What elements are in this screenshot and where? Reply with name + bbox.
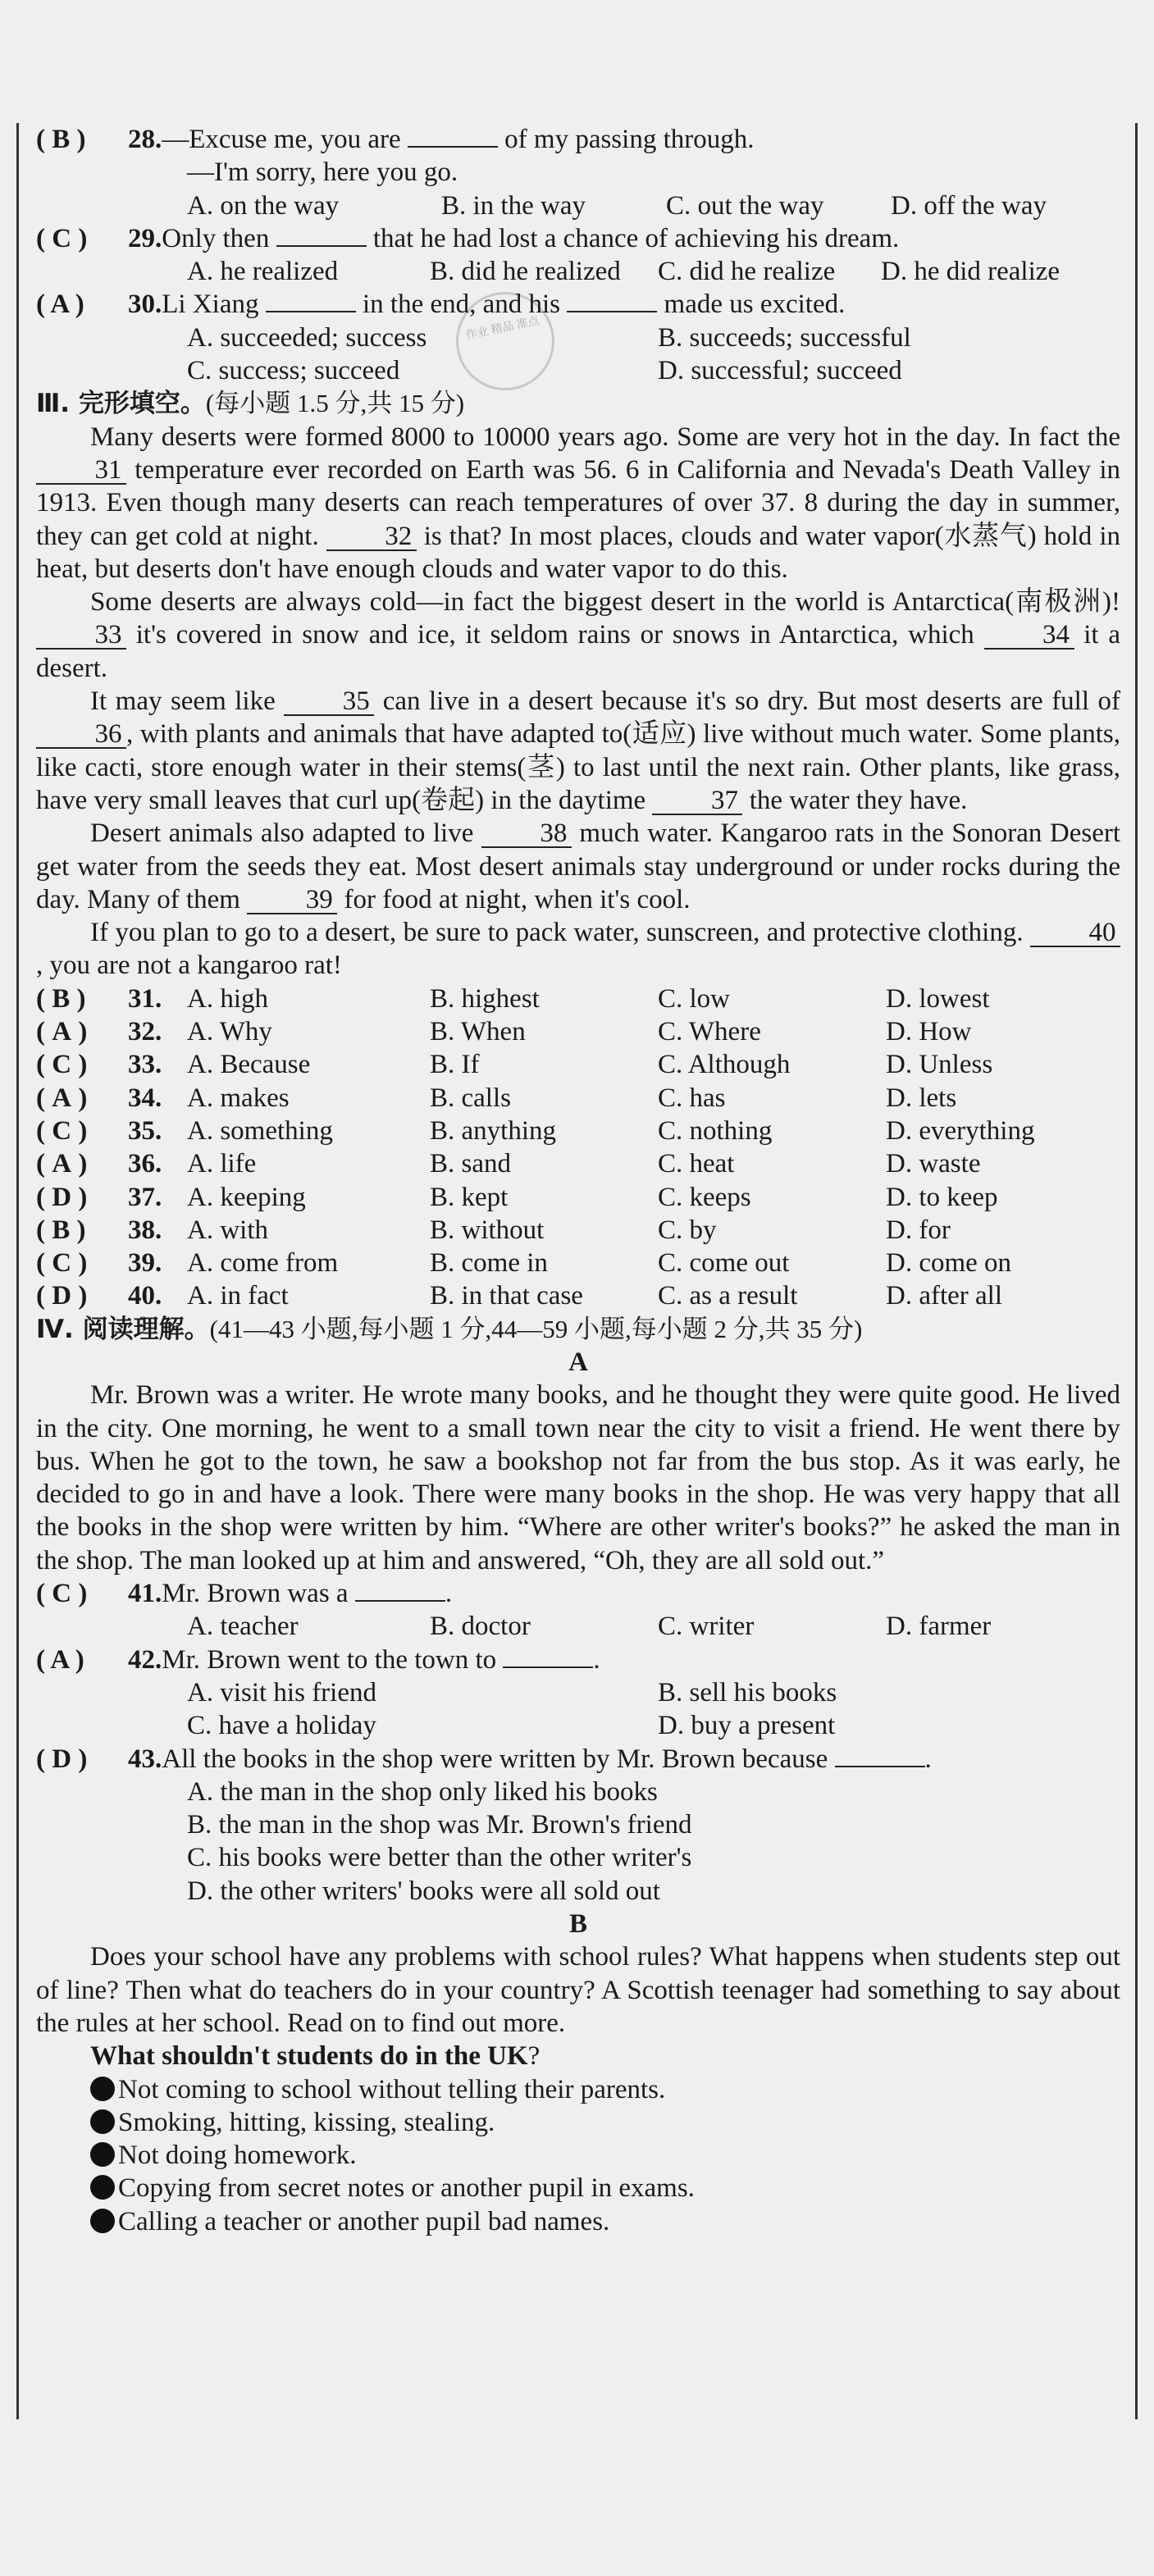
option-32-a: A. Why xyxy=(187,1017,272,1047)
answer-29: ( C ) xyxy=(36,223,88,253)
question-number: 39. xyxy=(128,1248,162,1279)
option-34-a: A. makes xyxy=(187,1083,290,1113)
option-38-c: C. by xyxy=(658,1215,717,1245)
passage-a: Mr. Brown was a writer. He wrote many books, and he thought they were quite good. He lived in the city. One morning, he went to a small town near the city to visit a friend. He went there by bus. When he got to the town, he saw a bookshop not far from the bus stop. As it was early, he decided to go in and have a look. There were many books in the shop. He was very happy that all the books in the shop were written by him. “Where are other writer's books?” he asked the man in the shop. The man looked up at him and answered, “Oh, they are all sold out.” xyxy=(36,1380,1120,1575)
option-43d: D. the other writers' books were all sold out xyxy=(187,1876,660,1906)
cloze-question-31 xyxy=(36,983,1120,1015)
option-39-d: D. come on xyxy=(886,1248,1012,1279)
option-34-d: D. lets xyxy=(886,1083,957,1113)
section-3-heading: Ⅲ. 完形填空。(每小题 1.5 分,共 15 分) xyxy=(36,389,465,419)
rules-list-item xyxy=(36,2172,1120,2204)
watermark-stamp: 作业 精品 准点 xyxy=(447,283,563,399)
blank-33[interactable]: 33 xyxy=(36,622,126,650)
cloze-question-39 xyxy=(36,1247,1120,1279)
question-number: 31. xyxy=(128,983,162,1014)
passage-b-label: B xyxy=(568,1909,587,1940)
rules-list-item xyxy=(36,2073,1120,2106)
cloze-paragraph-1: Many deserts were formed 8000 to 10000 years ago. Some are very hot in the day. In fact the 31 temperature ever recorded on Earth was 56. 6 in California and Nevada's Death Valley in 1913. Even though many deserts can reach temperatures of over 37. 8 during the day in summer, they can get cold at night. 32 is that? In most places, clouds and water vapor(水蒸气) hold in heat, but deserts don't have enough clouds and water vapor to do this. xyxy=(36,422,1120,584)
answer-28: ( B ) xyxy=(36,125,86,154)
right-margin-rule xyxy=(1135,123,1138,2419)
answer-35: ( C ) xyxy=(36,1115,88,1146)
cloze-paragraph-5: If you plan to go to a desert, be sure to pack water, sunscreen, and protective clothing. 40, you are not a kangaroo rat! xyxy=(36,916,1120,983)
options-28: A. on the way B. in the way C. out the way D. off the way xyxy=(187,190,1047,221)
option-36-c: C. heat xyxy=(658,1149,735,1179)
option-36-a: A. life xyxy=(187,1149,257,1179)
option-37-a: A. keeping xyxy=(187,1182,306,1212)
cloze-question-40 xyxy=(36,1279,1120,1312)
option-35-b: B. anything xyxy=(430,1115,556,1146)
option-33-c: C. Although xyxy=(658,1050,791,1080)
worksheet-content xyxy=(36,123,1120,2238)
option-34-b: B. calls xyxy=(430,1083,511,1113)
question-30: ( A ) 30.Li Xiang in the end, and his made us excited. xyxy=(36,288,1120,321)
option-37-c: C. keeps xyxy=(658,1182,751,1212)
option-35-d: D. everything xyxy=(886,1115,1035,1146)
answer-39: ( C ) xyxy=(36,1248,88,1279)
question-28-reply: —I'm sorry, here you go. xyxy=(187,157,458,188)
option-39-a: A. come from xyxy=(187,1248,339,1279)
question-number: 34. xyxy=(128,1083,162,1113)
rules-list-title: What shouldn't students do in the UK? xyxy=(90,2041,541,2072)
answer-31: ( B ) xyxy=(36,983,86,1014)
question-number: 32. xyxy=(128,1017,162,1047)
options-29: A. he realized B. did he realized C. did he realize D. he did realize xyxy=(187,257,1060,287)
option-31-c: C. low xyxy=(658,983,731,1014)
blank-39[interactable]: 39 xyxy=(247,887,337,914)
passage-a-label: A xyxy=(568,1347,588,1377)
bullet-icon xyxy=(90,2077,115,2101)
option-33-d: D. Unless xyxy=(886,1050,993,1080)
option-40-d: D. after all xyxy=(886,1281,1003,1311)
bullet-icon xyxy=(90,2109,115,2134)
blank-28[interactable] xyxy=(408,146,498,148)
option-43c: C. his books were better than the other writer's xyxy=(187,1843,692,1873)
cloze-question-35 xyxy=(36,1115,1120,1147)
answer-33: ( C ) xyxy=(36,1050,88,1080)
option-33-a: A. Because xyxy=(187,1050,311,1080)
rules-list-item xyxy=(36,2139,1120,2172)
cloze-paragraph-3: It may seem like 35 can live in a desert because it's so dry. But most deserts are full of 36 , with plants and animals that have adapted to(适应) live without much water. Some plants, like cacti, store enough water in their stems(茎) to last until the next rain. Other plants, like grass, have very small leaves that curl up(卷起) in the daytime 37 the water they have. xyxy=(36,686,1120,815)
bullet-icon xyxy=(90,2209,115,2233)
answer-37: ( D ) xyxy=(36,1182,88,1212)
cloze-question-38 xyxy=(36,1214,1120,1247)
answer-43: ( D ) xyxy=(36,1744,88,1774)
question-43: ( D ) 43.All the books in the shop were written by Mr. Brown because . xyxy=(36,1743,1120,1776)
blank-43[interactable] xyxy=(835,1766,925,1767)
option-40-c: C. as a result xyxy=(658,1281,798,1311)
blank-41[interactable] xyxy=(355,1600,445,1602)
question-41: ( C ) 41.Mr. Brown was a . xyxy=(36,1577,1120,1610)
question-number: 35. xyxy=(128,1115,162,1146)
blank-38[interactable]: 38 xyxy=(481,820,572,848)
cloze-question-34 xyxy=(36,1082,1120,1115)
blank-35[interactable]: 35 xyxy=(284,688,374,716)
section-4-heading: Ⅳ. 阅读理解。(41—43 小题,每小题 1 分,44—59 小题,每小题 2 分,共 35 分) xyxy=(36,1314,863,1344)
answer-42: ( A ) xyxy=(36,1644,84,1675)
options-30-row2: C. success; succeed D. successful; succeed xyxy=(187,356,902,386)
blank-42[interactable] xyxy=(503,1666,593,1668)
rules-list xyxy=(36,2073,1120,2238)
option-37-b: B. kept xyxy=(430,1182,509,1212)
option-36-d: D. waste xyxy=(886,1149,981,1179)
rules-list-item-text: Smoking, hitting, kissing, stealing. xyxy=(118,2107,495,2137)
blank-40[interactable]: 40 xyxy=(1030,919,1120,947)
passage-b: Does your school have any problems with school rules? What happens when students step out of line? Then what do teachers do in your country? A Scottish teenager had something to say about the rules at her school. Read on to find out more. xyxy=(36,1942,1120,2038)
option-43b: B. the man in the shop was Mr. Brown's friend xyxy=(187,1810,692,1840)
options-42-row2: C. have a holiday D. buy a present xyxy=(187,1711,836,1741)
option-35-c: C. nothing xyxy=(658,1115,773,1146)
option-32-d: D. How xyxy=(886,1017,972,1047)
answer-36: ( A ) xyxy=(36,1149,88,1179)
option-32-c: C. Where xyxy=(658,1017,761,1047)
blank-29[interactable] xyxy=(276,245,367,247)
options-41: A. teacher B. doctor C. writer D. farmer xyxy=(187,1612,992,1642)
rules-list-item-text: Not doing homework. xyxy=(118,2141,357,2171)
blank-32[interactable]: 32 xyxy=(326,523,417,551)
question-42: ( A ) 42.Mr. Brown went to the town to . xyxy=(36,1644,1120,1676)
answer-32: ( A ) xyxy=(36,1017,88,1047)
answer-34: ( A ) xyxy=(36,1083,88,1113)
bullet-icon xyxy=(90,2142,115,2167)
rules-list-item-text: Not coming to school without telling their parents. xyxy=(118,2074,666,2104)
answer-41: ( C ) xyxy=(36,1579,88,1609)
blank-36[interactable]: 36 xyxy=(36,721,126,749)
left-margin-rule xyxy=(16,123,19,2419)
question-number: 38. xyxy=(128,1215,162,1245)
question-28: ( B ) 28.—Excuse me, you are of my passing through. xyxy=(36,123,1120,156)
option-40-a: A. in fact xyxy=(187,1281,289,1311)
option-40-b: B. in that case xyxy=(430,1281,583,1311)
options-42-row1: A. visit his friend B. sell his books xyxy=(187,1677,837,1707)
answer-38: ( B ) xyxy=(36,1215,86,1245)
question-number: 36. xyxy=(128,1149,162,1179)
option-32-b: B. When xyxy=(430,1017,526,1047)
rules-list-item-text: Calling a teacher or another pupil bad names. xyxy=(118,2206,610,2236)
blank-30b[interactable] xyxy=(567,311,657,312)
question-number: 33. xyxy=(128,1050,162,1080)
option-39-c: C. come out xyxy=(658,1248,790,1279)
option-38-d: D. for xyxy=(886,1215,951,1245)
question-29: ( C ) 29.Only then that he had lost a chance of achieving his dream. xyxy=(36,222,1120,255)
blank-37[interactable]: 37 xyxy=(652,787,742,815)
option-43a: A. the man in the shop only liked his books xyxy=(187,1776,658,1807)
rules-list-item-text: Copying from secret notes or another pupil in exams. xyxy=(118,2173,695,2204)
option-36-b: B. sand xyxy=(430,1149,511,1179)
option-33-b: B. If xyxy=(430,1050,480,1080)
option-39-b: B. come in xyxy=(430,1248,548,1279)
cloze-question-list xyxy=(36,983,1120,1313)
question-number: 40. xyxy=(128,1281,162,1311)
answer-30: ( A ) xyxy=(36,290,84,320)
cloze-question-36 xyxy=(36,1147,1120,1180)
cloze-paragraph-2: Some deserts are always cold—in fact the biggest desert in the world is Antarctica(南极洲)! 33 it's covered in snow and ice, it seldom rains or snows in Antarctica, which 34 it a desert. xyxy=(36,587,1121,683)
option-35-a: A. something xyxy=(187,1115,333,1146)
option-37-d: D. to keep xyxy=(886,1182,998,1212)
cloze-question-37 xyxy=(36,1181,1120,1214)
blank-34[interactable]: 34 xyxy=(984,622,1074,650)
option-31-b: B. highest xyxy=(430,983,540,1014)
option-38-a: A. with xyxy=(187,1215,268,1245)
option-34-c: C. has xyxy=(658,1083,726,1113)
options-30-row1: A. succeeded; success B. succeeds; successful xyxy=(187,322,911,353)
blank-30a[interactable] xyxy=(266,311,356,312)
option-31-a: A. high xyxy=(187,983,268,1014)
rules-list-item xyxy=(36,2106,1120,2139)
cloze-question-33 xyxy=(36,1048,1120,1081)
bullet-icon xyxy=(90,2175,115,2200)
cloze-paragraph-4: Desert animals also adapted to live 38 much water. Kangaroo rats in the Sonoran Desert get water from the seeds they eat. Most desert animals stay underground or under rocks during the day. Many of them 39 for food at night, when it's cool. xyxy=(36,818,1121,914)
cloze-question-32 xyxy=(36,1015,1120,1048)
question-number: 37. xyxy=(128,1182,162,1212)
blank-31[interactable]: 31 xyxy=(36,457,126,485)
option-31-d: D. lowest xyxy=(886,983,990,1014)
option-38-b: B. without xyxy=(430,1215,545,1245)
rules-list-item xyxy=(36,2205,1120,2238)
answer-40: ( D ) xyxy=(36,1281,88,1311)
